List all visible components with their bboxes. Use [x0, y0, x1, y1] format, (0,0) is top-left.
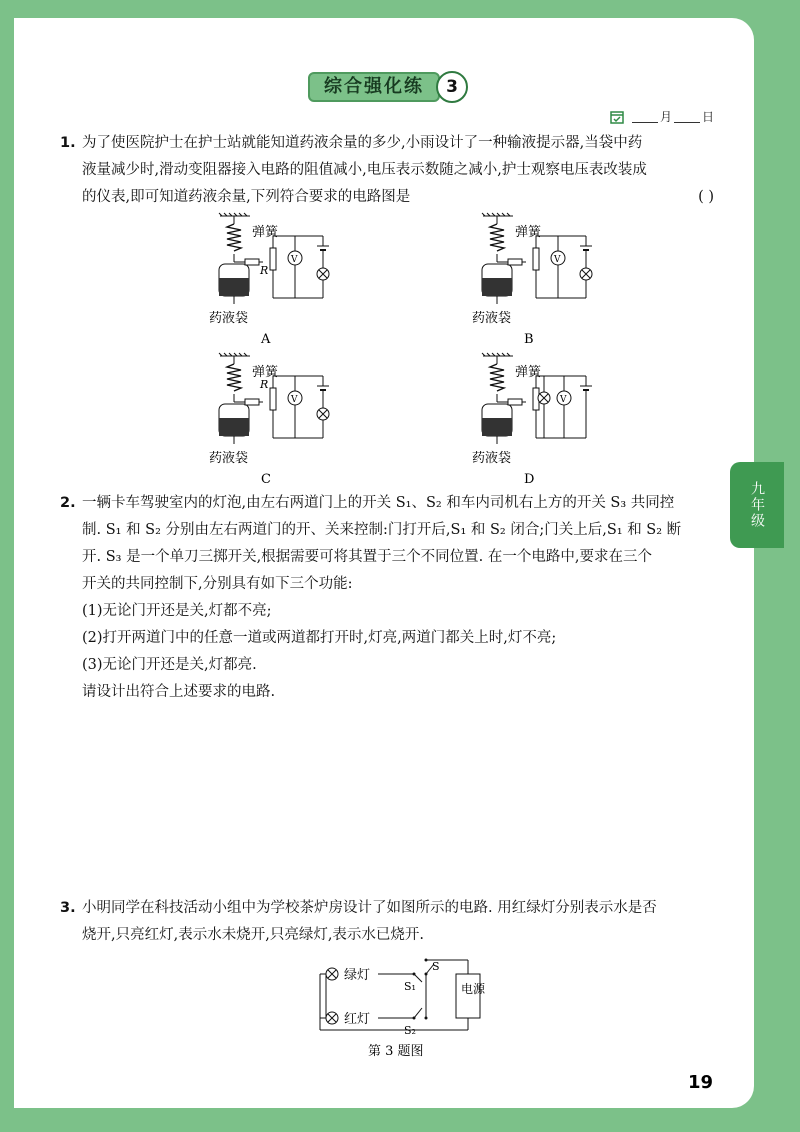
- q2-line: (1)无论门开还是关,灯都不亮;: [82, 603, 272, 619]
- switch-s2-label: S₂: [404, 1024, 416, 1034]
- circuit-diagram-a: [205, 212, 335, 348]
- red-lamp-label: 红灯: [344, 1012, 371, 1027]
- q3-line: 烧开,只亮红灯,表示水未烧开,只亮绿灯,表示水已烧开.: [82, 927, 425, 943]
- month-label: 月: [660, 110, 673, 124]
- question-1: [60, 130, 720, 211]
- switch-s1-label: S₁: [404, 980, 416, 993]
- calendar-icon: [610, 110, 624, 124]
- voltmeter-label: V: [554, 255, 561, 265]
- title-text: 综合强化练: [308, 72, 440, 102]
- bag-label: 药液袋: [209, 451, 249, 466]
- bag-label: 药液袋: [472, 311, 512, 326]
- day-label: 日: [702, 110, 715, 124]
- bag-label: 药液袋: [472, 451, 512, 466]
- resistor-label: R: [260, 264, 269, 277]
- q2-line: 请设计出符合上述要求的电路.: [82, 684, 276, 700]
- q2-line: 开. S₃ 是一个单刀三掷开关,根据需要可将其置于三个不同位置. 在一个电路中,要求在三个: [82, 549, 653, 565]
- question-3: [60, 895, 720, 949]
- q1-line: 液量减少时,滑动变阻器接入电路的阻值减小,电压表示数随之减小,护士观察电压表改装成: [82, 162, 647, 178]
- bag-label: 药液袋: [209, 311, 249, 326]
- spring-label: 弹簧: [252, 365, 279, 380]
- section-title: [308, 72, 468, 102]
- option-label: C: [261, 472, 271, 487]
- q1-line: 的仪表,即可知道药液余量,下列符合要求的电路图是: [82, 189, 411, 205]
- green-lamp-label: 绿灯: [344, 968, 371, 983]
- voltmeter-label: V: [291, 255, 298, 265]
- spring-label: 弹簧: [515, 365, 542, 380]
- question-number: 1.: [60, 135, 76, 151]
- question-number: 2.: [60, 495, 76, 511]
- circuit-diagram-c: [205, 352, 335, 488]
- answer-blank[interactable]: ( ): [698, 189, 714, 205]
- grade-tab: 九年级: [730, 462, 784, 548]
- switch-s-label: S: [432, 960, 440, 973]
- question-number: 3.: [60, 900, 76, 916]
- voltmeter-label: V: [291, 395, 298, 405]
- spring-label: 弹簧: [515, 225, 542, 240]
- option-label: A: [261, 332, 271, 347]
- circuit-diagram-b: [468, 212, 598, 348]
- q2-line: 制. S₁ 和 S₂ 分别由左右两道门的开、关来控制:门打开后,S₁ 和 S₂ 闭合;门关上后,S₁ 和 S₂ 断: [82, 522, 682, 538]
- option-label: D: [524, 472, 535, 487]
- tea-boiler-circuit: [318, 952, 488, 1034]
- q3-line: 小明同学在科技活动小组中为学校茶炉房设计了如图所示的电路. 用红绿灯分别表示水是否: [82, 900, 657, 916]
- q2-line: 一辆卡车驾驶室内的灯泡,由左右两道门上的开关 S₁、S₂ 和车内司机右上方的开关 S₃ 共同控: [82, 495, 675, 511]
- power-label: 电源: [461, 982, 486, 996]
- page-number: 19: [688, 1072, 714, 1093]
- spring-label: 弹簧: [252, 225, 279, 240]
- voltmeter-label: V: [560, 395, 567, 405]
- q2-line: (3)无论门开还是关,灯都亮.: [82, 657, 257, 673]
- option-label: B: [524, 332, 534, 347]
- circuit-diagram-d: [468, 352, 598, 488]
- title-number: 3: [436, 71, 468, 103]
- resistor-label: R: [260, 378, 269, 391]
- question-2: [60, 490, 720, 706]
- date-row: [610, 108, 714, 125]
- figure-caption: 第 3 题图: [368, 1044, 424, 1059]
- q2-line: 开关的共同控制下,分别具有如下三个功能:: [82, 576, 353, 592]
- q2-line: (2)打开两道门中的任意一道或两道都打开时,灯亮,两道门都关上时,灯不亮;: [82, 630, 557, 646]
- q1-line: 为了使医院护士在护士站就能知道药液余量的多少,小雨设计了一种输液提示器,当袋中药: [82, 135, 643, 151]
